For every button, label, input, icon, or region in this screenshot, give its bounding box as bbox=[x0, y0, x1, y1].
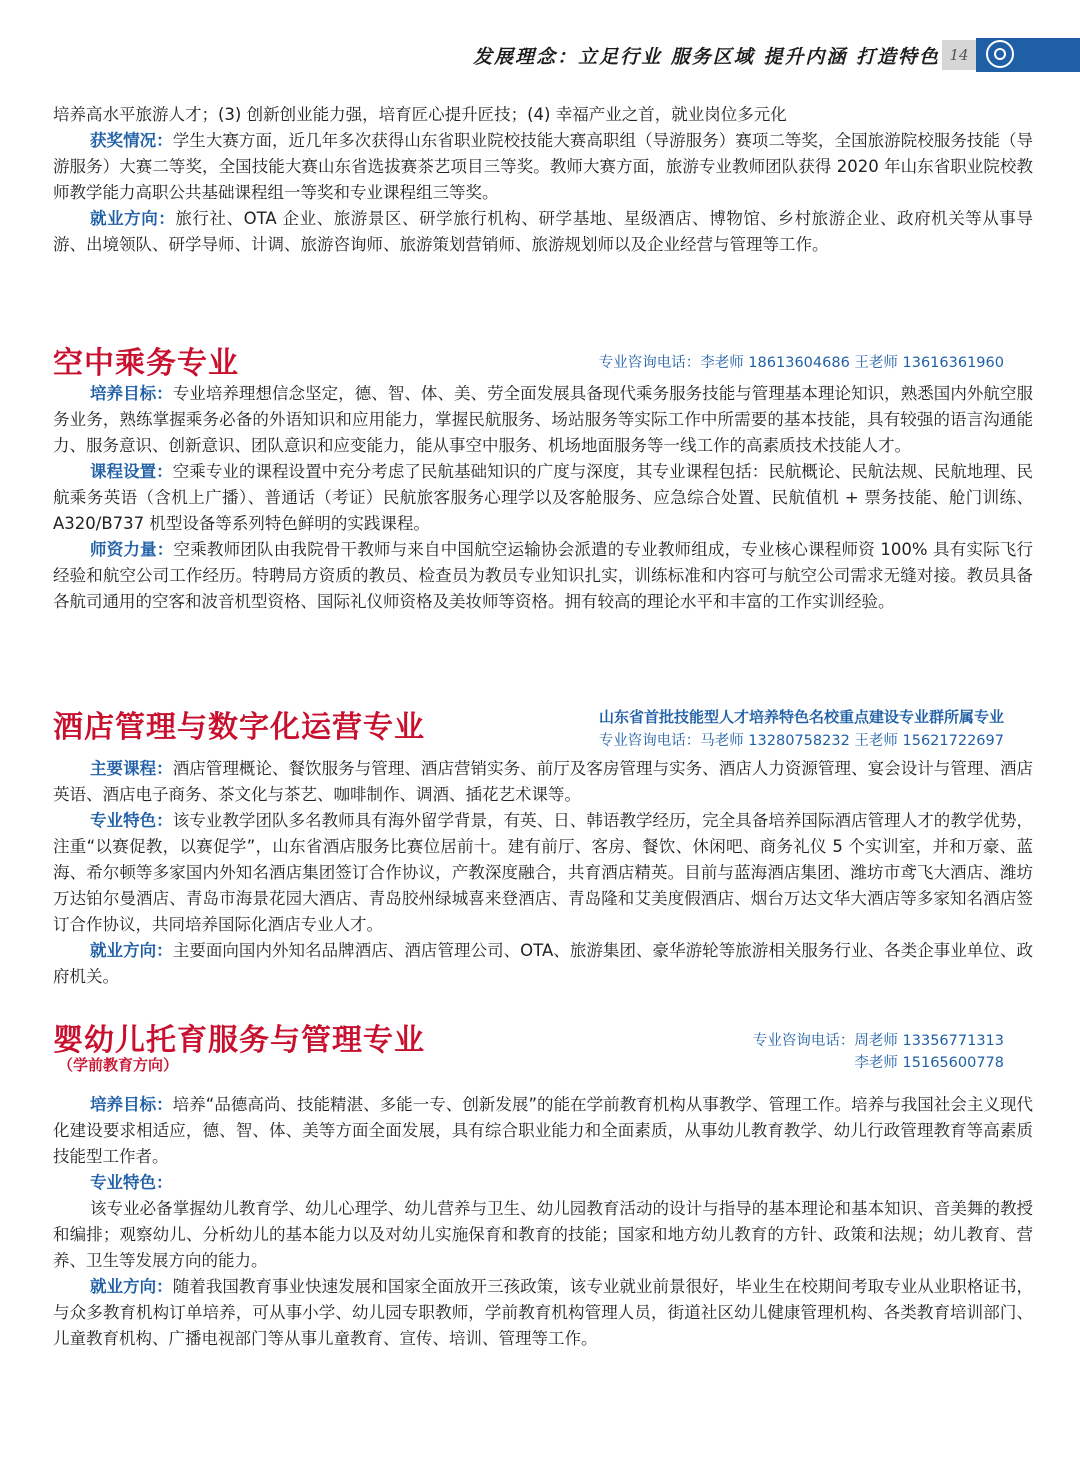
hotel-tag: 山东省首批技能型人才培养特色名校重点建设专业群所属专业 bbox=[598, 708, 1004, 726]
section-title-childcare: 婴幼儿托育服务与管理专业 bbox=[53, 1023, 425, 1058]
jobs-text: 主要面向国内外知名品牌酒店、酒店管理公司、OTA、旅游集团、豪华游轮等旅游相关服务行业、各类企事业单位、政府机关。 bbox=[53, 941, 1034, 986]
childcare-contact bbox=[753, 1030, 1004, 1074]
faculty-text: 空乘教师团队由我院骨干教师与来自中国航空运输协会派遣的专业教师组成，专业核心课程师资 100% 具有实际飞行经验和航空公司工作经历。特聘局方资质的教员、检查员为教员专业知识扎实，训练标准和内容可与航空公司需求无缝对接。教员具备各航司通用的空客和波音机型资格、国际礼仪师资格及美妆师等资格。拥有较高的理论水平和丰富的工作实训经验。 bbox=[53, 540, 1034, 611]
feature-label: 专业特色： bbox=[90, 811, 173, 830]
childcare-subtitle: （学前教育方向） bbox=[58, 1056, 179, 1074]
aviation-course bbox=[53, 459, 1033, 537]
aviation-contact: 专业咨询电话：李老师 18613604686 王老师 13616361960 bbox=[598, 355, 1004, 371]
hotel-course bbox=[53, 756, 1033, 808]
goal-label: 培养目标： bbox=[90, 384, 173, 403]
childcare-feature: 该专业必备掌握幼儿教育学、幼儿心理学、幼儿营养与卫生、幼儿园教育活动的设计与指导的基本理论和基本知识、音美舞的教授和编排；观察幼儿、分析幼儿的基本能力以及对幼儿实施保育和教育的技能；国家和地方幼儿教育的方针、政策和法规；幼儿教育、营养、卫生等发展方向的能力。 bbox=[53, 1199, 1033, 1270]
course-text: 酒店管理概论、餐饮服务与管理、酒店营销实务、前厅及客房管理与实务、酒店人力资源管理、宴会设计与管理、酒店英语、酒店电子商务、茶文化与茶艺、咖啡制作、调酒、插花艺术课等。 bbox=[53, 759, 1034, 804]
course-label: 课程设置： bbox=[90, 462, 173, 481]
awards-text: 学生大赛方面，近几年多次获得山东省职业院校技能大赛高职组（导游服务）赛项二等奖，全国旅游院校服务技能（导游服务）大赛二等奖，全国技能大赛山东省选拔赛茶艺项目三等奖。教师大赛方面，旅游专业教师团队获得 2020 年山东省职业院校教师教学能力高职公共基础课程组一等奖和专业课程组三等奖。 bbox=[53, 131, 1034, 202]
awards-label: 获奖情况： bbox=[90, 131, 173, 150]
childcare-goal bbox=[53, 1092, 1033, 1170]
course-text: 空乘专业的课程设置中充分考虑了民航基础知识的广度与深度，其专业课程包括：民航概论、民航法规、民航地理、民航乘务英语（含机上广播）、普通话（考证）民航旅客服务心理学以及客舱服务、应急综合处置、民航值机 + 票务技能、舱门训练、A320/B737 机型设备等系列特色鲜明的实践课程。 bbox=[53, 462, 1034, 533]
jobs-label: 就业方向： bbox=[90, 209, 176, 228]
course-label: 主要课程： bbox=[90, 759, 173, 778]
goal-text: 专业培养理想信念坚定，德、智、体、美、劳全面发展具备现代乘务服务技能与管理基本理论知识，熟悉国内外航空服务业务，熟练掌握乘务必备的外语知识和应用能力，掌握民航服务、场站服务等实际工作中所需要的基本技能，具有较强的语言沟通能力、服务意识、创新意识、团队意识和应变能力，能从事空中服务、机场地面服务等一线工作的高素质技术技能人才。 bbox=[53, 384, 1034, 455]
jobs-label: 就业方向： bbox=[90, 1277, 173, 1296]
hotel-body bbox=[53, 756, 1033, 990]
motto: 发展理念：立足行业 服务区域 提升内涵 打造特色 bbox=[473, 46, 940, 68]
feature-text: 该专业教学团队多名教师具有海外留学背景，有英、日、韩语教学经历，完全具备培养国际酒店管理人才的教学优势，注重“以赛促教，以赛促学”，山东省酒店服务比赛位居前十。建有前厅、客房、餐饮、休闲吧、商务礼仪 5 个实训室，并和万豪、蓝海、希尔顿等多家国内外知名酒店集团签订合作协议，产教深度融合，共育酒店精英。目前与蓝海酒店集团、潍坊市鸢飞大酒店、潍坊万达铂尔曼酒店、青岛市海景花园大酒店、青岛胶州绿城喜来登酒店、青岛隆和艾美度假酒店、烟台万达文华大酒店等多家知名酒店签订合作协议，共同培养国际化酒店专业人才。 bbox=[53, 811, 1034, 934]
contact-line-1: 专业咨询电话：周老师 13356771313 bbox=[752, 1033, 1004, 1049]
childcare-jobs bbox=[53, 1274, 1033, 1352]
awards-paragraph bbox=[53, 128, 1033, 206]
jobs-paragraph bbox=[53, 206, 1033, 258]
childcare-body bbox=[53, 1092, 1033, 1352]
intro-line: 培养高水平旅游人才；(3) 创新创业能力强，培育匠心提升匠技；(4) 幸福产业之首，就业岗位多元化 bbox=[53, 105, 787, 124]
page-header bbox=[0, 36, 1080, 74]
hotel-feature bbox=[53, 808, 1033, 938]
faculty-label: 师资力量： bbox=[90, 540, 174, 559]
aviation-goal bbox=[53, 381, 1033, 459]
school-logo-icon bbox=[986, 40, 1014, 68]
intro-block bbox=[53, 102, 1033, 258]
section-title-aviation: 空中乘务专业 bbox=[53, 346, 239, 381]
contact-line-2: 李老师 15165600778 bbox=[854, 1055, 1004, 1071]
aviation-faculty bbox=[53, 537, 1033, 615]
section-title-hotel: 酒店管理与数字化运营专业 bbox=[53, 710, 425, 745]
goal-label: 培养目标： bbox=[90, 1095, 173, 1114]
goal-text: 培养“品德高尚、技能精湛、多能一专、创新发展”的能在学前教育机构从事教学、管理工作。培养与我国社会主义现代化建设要求相适应，德、智、体、美等方面全面发展，具有综合职业能力和全面素质，从事幼儿教育教学、幼儿行政管理教育等高素质技能型工作者。 bbox=[53, 1095, 1033, 1166]
page-number: 14 bbox=[942, 40, 976, 70]
jobs-text: 随着我国教育事业快速发展和国家全面放开三孩政策，该专业就业前景很好，毕业生在校期间考取专业从业职格证书，与众多教育机构订单培养，可从事小学、幼儿园专职教师，学前教育机构管理人员，街道社区幼儿健康管理机构、各类教育培训部门、儿童教育机构、广播电视部门等从事儿童教育、宣传、培训、管理等工作。 bbox=[53, 1277, 1034, 1348]
jobs-label: 就业方向： bbox=[90, 941, 173, 960]
jobs-text: 旅行社、OTA 企业、旅游景区、研学旅行机构、研学基地、星级酒店、博物馆、乡村旅游企业、政府机关等从事导游、出境领队、研学导师、计调、旅游咨询师、旅游策划营销师、旅游规划师以及企业经营与管理等工作。 bbox=[53, 209, 1034, 254]
hotel-contact: 专业咨询电话：马老师 13280758232 王老师 15621722697 bbox=[598, 733, 1004, 749]
feature-label: 专业特色： bbox=[90, 1173, 173, 1192]
hotel-jobs bbox=[53, 938, 1033, 990]
aviation-body bbox=[53, 381, 1033, 615]
